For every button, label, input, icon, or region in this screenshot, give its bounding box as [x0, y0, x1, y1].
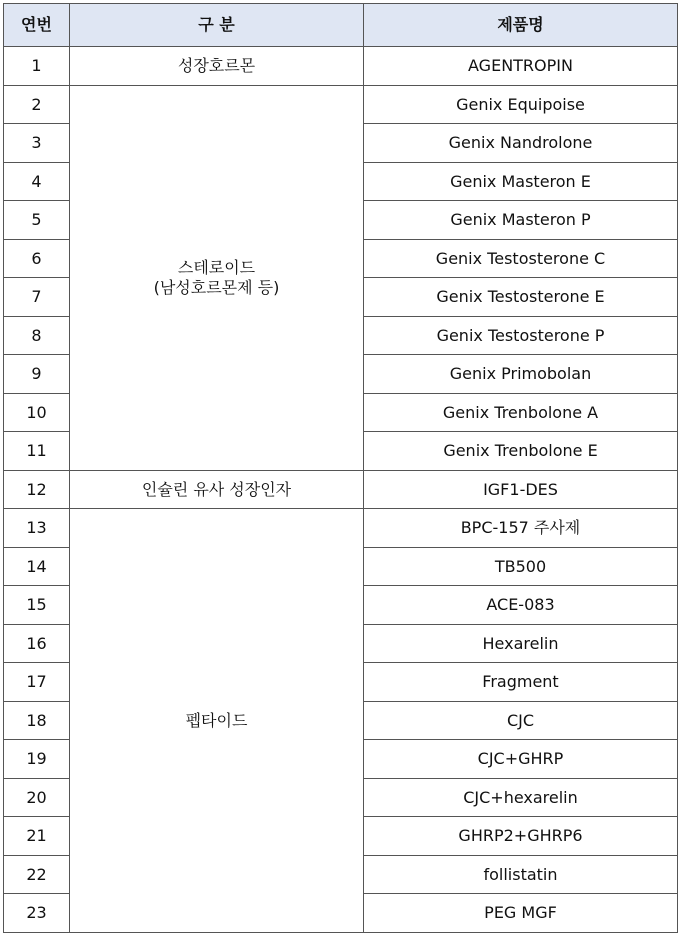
row-number: 3	[4, 124, 70, 163]
product-name: Genix Trenbolone E	[364, 432, 678, 471]
row-number: 6	[4, 239, 70, 278]
header-no: 연번	[4, 4, 70, 47]
row-number: 10	[4, 393, 70, 432]
header-product: 제품명	[364, 4, 678, 47]
row-number: 17	[4, 663, 70, 702]
table-row	[4, 47, 678, 86]
row-number: 18	[4, 701, 70, 740]
row-number: 9	[4, 355, 70, 394]
product-name: Genix Equipoise	[364, 85, 678, 124]
row-number: 16	[4, 624, 70, 663]
product-name: ACE-083	[364, 586, 678, 625]
product-name: AGENTROPIN	[364, 47, 678, 86]
product-name: PEG MGF	[364, 894, 678, 933]
row-number: 21	[4, 817, 70, 856]
row-number: 19	[4, 740, 70, 779]
product-name: Genix Primobolan	[364, 355, 678, 394]
row-number: 7	[4, 278, 70, 317]
product-name: Genix Testosterone E	[364, 278, 678, 317]
category-steroid-line2: (남성호르몬제 등)	[153, 277, 280, 297]
row-number: 4	[4, 162, 70, 201]
row-number: 23	[4, 894, 70, 933]
header-category: 구 분	[70, 4, 364, 47]
row-number: 15	[4, 586, 70, 625]
product-name: TB500	[364, 547, 678, 586]
category-steroid	[70, 85, 364, 470]
row-number: 12	[4, 470, 70, 509]
product-name: follistatin	[364, 855, 678, 894]
category-steroid-line1: 스테로이드	[177, 258, 256, 278]
product-name: BPC-157 주사제	[364, 509, 678, 548]
row-number: 1	[4, 47, 70, 86]
category-peptide: 펩타이드	[70, 509, 364, 933]
product-name: CJC+GHRP	[364, 740, 678, 779]
product-name: GHRP2+GHRP6	[364, 817, 678, 856]
table-row	[4, 470, 678, 509]
table-row	[4, 509, 678, 548]
row-number: 5	[4, 201, 70, 240]
row-number: 11	[4, 432, 70, 471]
product-name: Genix Masteron P	[364, 201, 678, 240]
product-name: Fragment	[364, 663, 678, 702]
product-name: Genix Testosterone P	[364, 316, 678, 355]
product-name: IGF1-DES	[364, 470, 678, 509]
table-row	[4, 85, 678, 124]
row-number: 8	[4, 316, 70, 355]
row-number: 2	[4, 85, 70, 124]
category-igf: 인슐린 유사 성장인자	[70, 470, 364, 509]
product-name: CJC	[364, 701, 678, 740]
product-name: Genix Nandrolone	[364, 124, 678, 163]
header-row	[4, 4, 678, 47]
row-number: 14	[4, 547, 70, 586]
product-name: Genix Testosterone C	[364, 239, 678, 278]
product-name: Genix Trenbolone A	[364, 393, 678, 432]
product-name: Genix Masteron E	[364, 162, 678, 201]
row-number: 22	[4, 855, 70, 894]
product-name: CJC+hexarelin	[364, 778, 678, 817]
product-name: Hexarelin	[364, 624, 678, 663]
product-table	[3, 3, 678, 933]
row-number: 20	[4, 778, 70, 817]
row-number: 13	[4, 509, 70, 548]
category-growth-hormone: 성장호르몬	[70, 47, 364, 86]
